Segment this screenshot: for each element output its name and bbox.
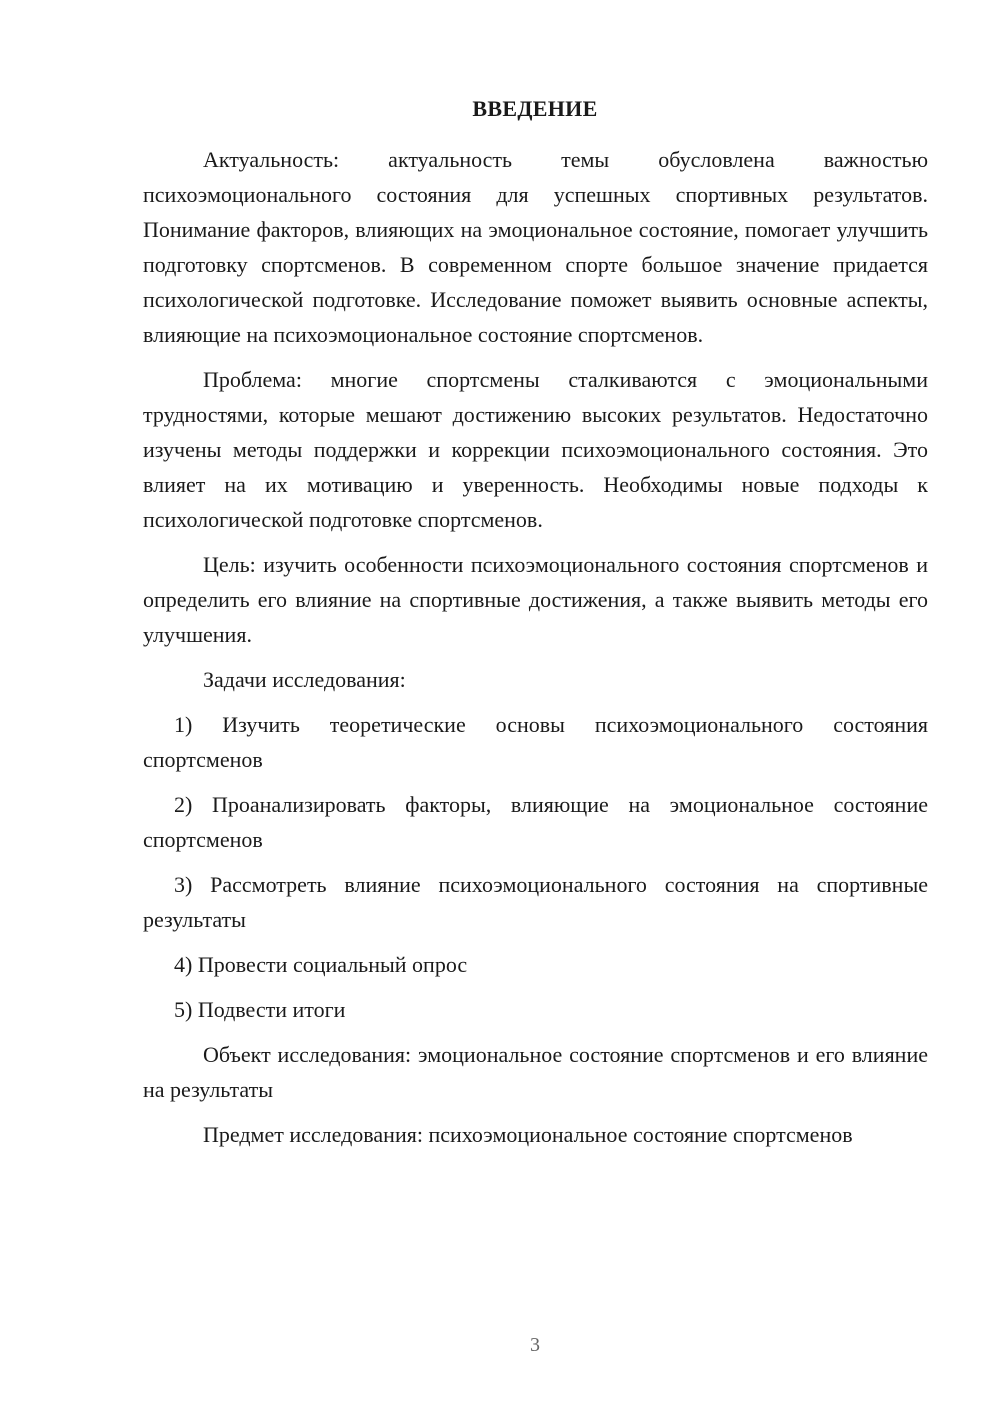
goal-paragraph: Цель: изучить особенности психоэмоционального состояния спортсменов и определить его влияние на спортивные достижения, а также выявить методы его улучшения. (143, 552, 928, 647)
document-body (143, 142, 928, 1162)
relevance-paragraph: Актуальность: актуальность темы обусловлена важностью психоэмоционального состояния для успешных спортивных результатов. Понимание факторов, влияющих на эмоциональное состояние, помогает улучшить подготовку спортсменов. В современном спорте большое значение придается психологической подготовке. Исследование поможет выявить основные аспекты, влияющие на психоэмоциональное состояние спортсменов. (143, 147, 928, 347)
page-number: 3 (530, 1334, 540, 1356)
subject-paragraph: Предмет исследования: психоэмоциональное состояние спортсменов (203, 1122, 853, 1147)
object-paragraph: Объект исследования: эмоциональное состояние спортсменов и его влияние на результаты (143, 1042, 928, 1102)
tasks-heading: Задачи исследования: (203, 667, 406, 692)
page-title: ВВЕДЕНИЕ (472, 96, 598, 121)
task-item: 3) Рассмотреть влияние психоэмоционального состояния на спортивные результаты (143, 872, 928, 932)
task-item: 5) Подвести итоги (174, 997, 346, 1022)
task-item: 1) Изучить теоретические основы психоэмоционального состояния спортсменов (143, 712, 928, 772)
task-item: 2) Проанализировать факторы, влияющие на эмоциональное состояние спортсменов (143, 792, 928, 852)
task-item: 4) Провести социальный опрос (174, 952, 468, 977)
problem-paragraph: Проблема: многие спортсмены сталкиваются с эмоциональными трудностями, которые мешают достижению высоких результатов. Недостаточно изучены методы поддержки и коррекции психоэмоционального состояния. Это влияет на их мотивацию и уверенность. Необходимы новые подходы к психологической подготовке спортсменов. (143, 367, 928, 532)
